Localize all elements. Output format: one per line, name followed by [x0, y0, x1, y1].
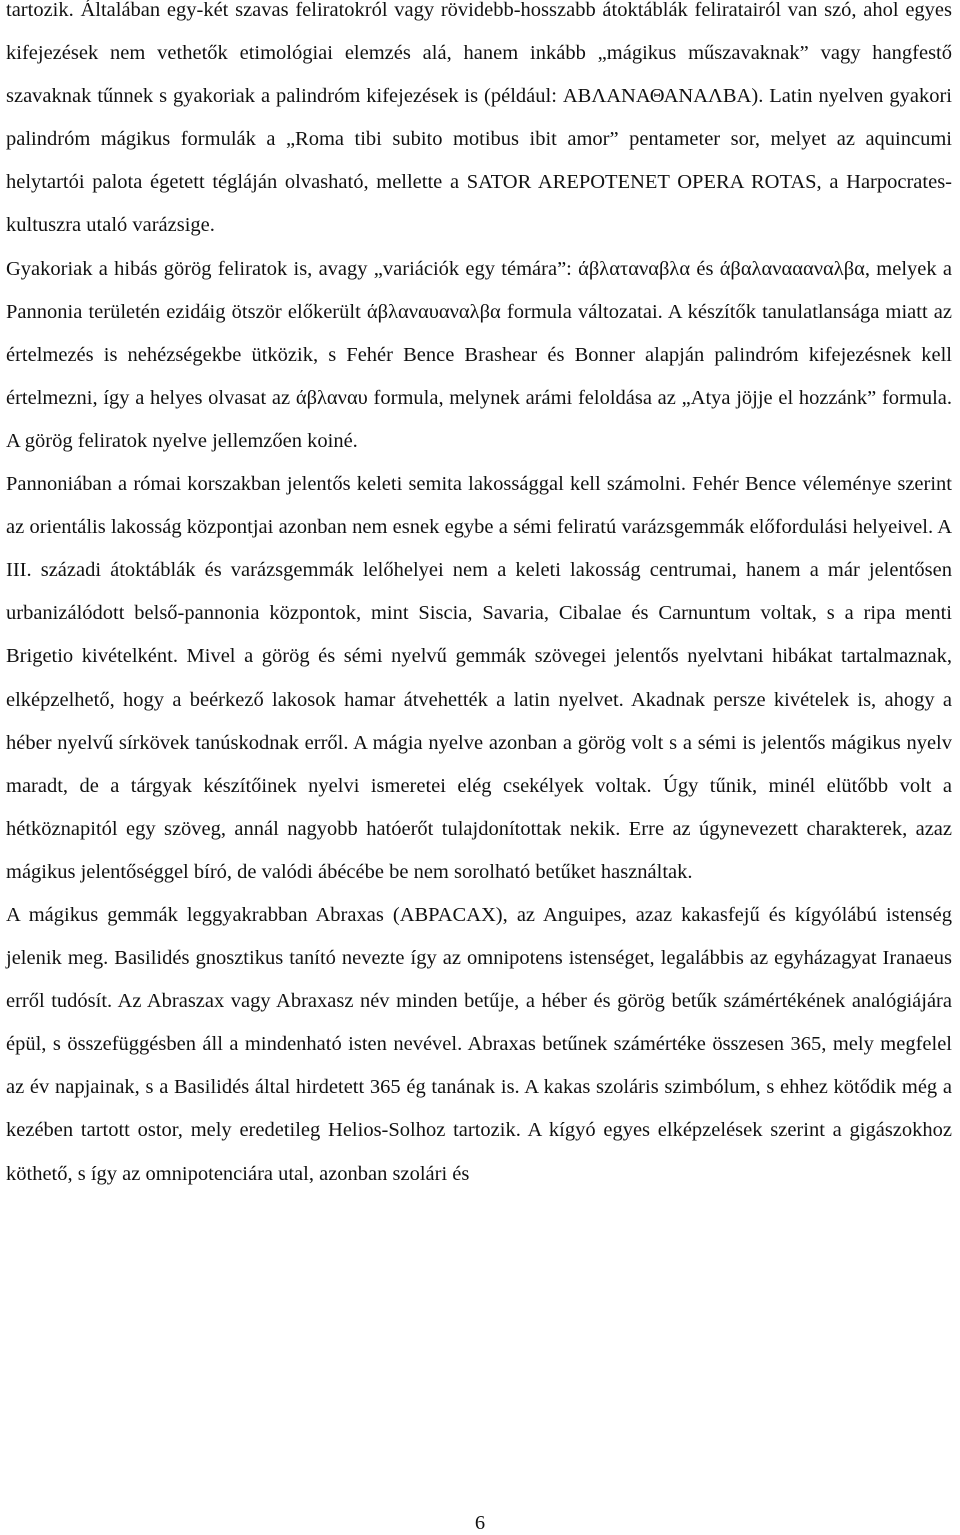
- paragraph-4: A mágikus gemmák leggyakrabban Abraxas (ΑΒΡΑCΑΧ), az Anguipes, azaz kakasfejű és kígyólábú istenség jelenik meg. Basilidés gnosztikus tanító nevezte így az omnipotens istenséget, legalábbis az egyházagyat Iranaeus erről tudósít. Az Abraszax vagy Abraxasz név minden betűje, a héber és görög betűk számértékének analógiájára épül, s összefüggésben áll a mindenható isten nevével. Abraxas betűnek számértéke összesen 365, mely megfelel az év napjainak, s a Basilidés által hirdetett 365 ég tanának is. A kakas szoláris szimbólum, s ehhez kötődik még a kezében tartott ostor, mely eredetileg Helios-Solhoz tartozik. A kígyó egyes elképzelések szerint a gigászokhoz köthető, s így az omnipotenciára utal, azonban szolári és: [6, 903, 952, 1185]
- document-body: [6, 0, 952, 1196]
- page-number: 6: [474, 1512, 486, 1534]
- paragraph-3: Pannoniában a római korszakban jelentős keleti semita lakossággal kell számolni. Fehér Bence véleménye szerint az orientális lakosság központjai azonban nem esnek egybe a sémi feliratú varázsgemmák előfordulási helyeivel. A III. századi átoktáblák és varázsgemmák lelőhelyei nem a keleti lakosság centrumai, hanem a már jelentősen urbanizálódott belső-pannonia központok, mint Siscia, Savaria, Cibalae és Carnuntum voltak, s a ripa menti Brigetio kivételként. Mivel a görög és sémi nyelvű gemmák szövegei jelentős nyelvtani hibákat tartalmaznak, elképzelhető, hogy a beérkező lakosok hamar átvehették a latin nyelvet. Akadnak persze kivételek is, ahogy a héber nyelvű sírkövek tanúskodnak erről. A mágia nyelve azonban a görög volt s a sémi is jelentős mágikus nyelv maradt, de a tárgyak készítőinek nyelvi ismeretei elég csekélyek voltak. Úgy tűnik, minél elütőbb volt a hétköznapitól egy szöveg, annál nagyobb hatóerőt tulajdonítottak nekik. Erre az úgynevezett charakterek, azaz mágikus jelentőséggel bíró, de valódi ábécébe be nem sorolható betűket használtak.: [6, 473, 952, 883]
- paragraph-1: tartozik. Általában egy-két szavas feliratokról vagy rövidebb-hosszabb átoktáblák feliratairól van szó, ahol egyes kifejezések nem vethetők etimológiai elemzés alá, hanem inkább „mágikus műszavaknak” vagy hangfestő szavaknak tűnnek s gyakoriak a palindróm kifejezések is (például: ΑΒΛΑΝΑΘΑΝΑΛΒΑ). Latin nyelven gyakori palindróm mágikus formulák a „Roma tibi subito motibus ibit amor” pentameter sor, melyet az aquincumi helytartói palota égetett tégláján olvasható, mellette a SATOR AREPOTENET OPERA ROTAS, a Harpocrates-kultuszra utaló varázsige.: [6, 0, 952, 237]
- paragraph-2: Gyakoriak a hibás görög feliratok is, avagy „variációk egy témára”: άβλαταναβλα és άβαλαναααναλβα, melyek a Pannonia területén ezidáig ötször előkerült άβλαναυαναλβα formula változatai. A készítők tanulatlansága miatt az értelmezés is nehézségekbe ütközik, s Fehér Bence Brashear és Bonner alapján palindróm kifejezésnek kell értelmezni, így a helyes olvasat az άβλαναυ formula, melynek arámi feloldása az „Atya jöjje el hozzánk” formula. A görög feliratok nyelve jellemzően koiné.: [6, 257, 952, 452]
